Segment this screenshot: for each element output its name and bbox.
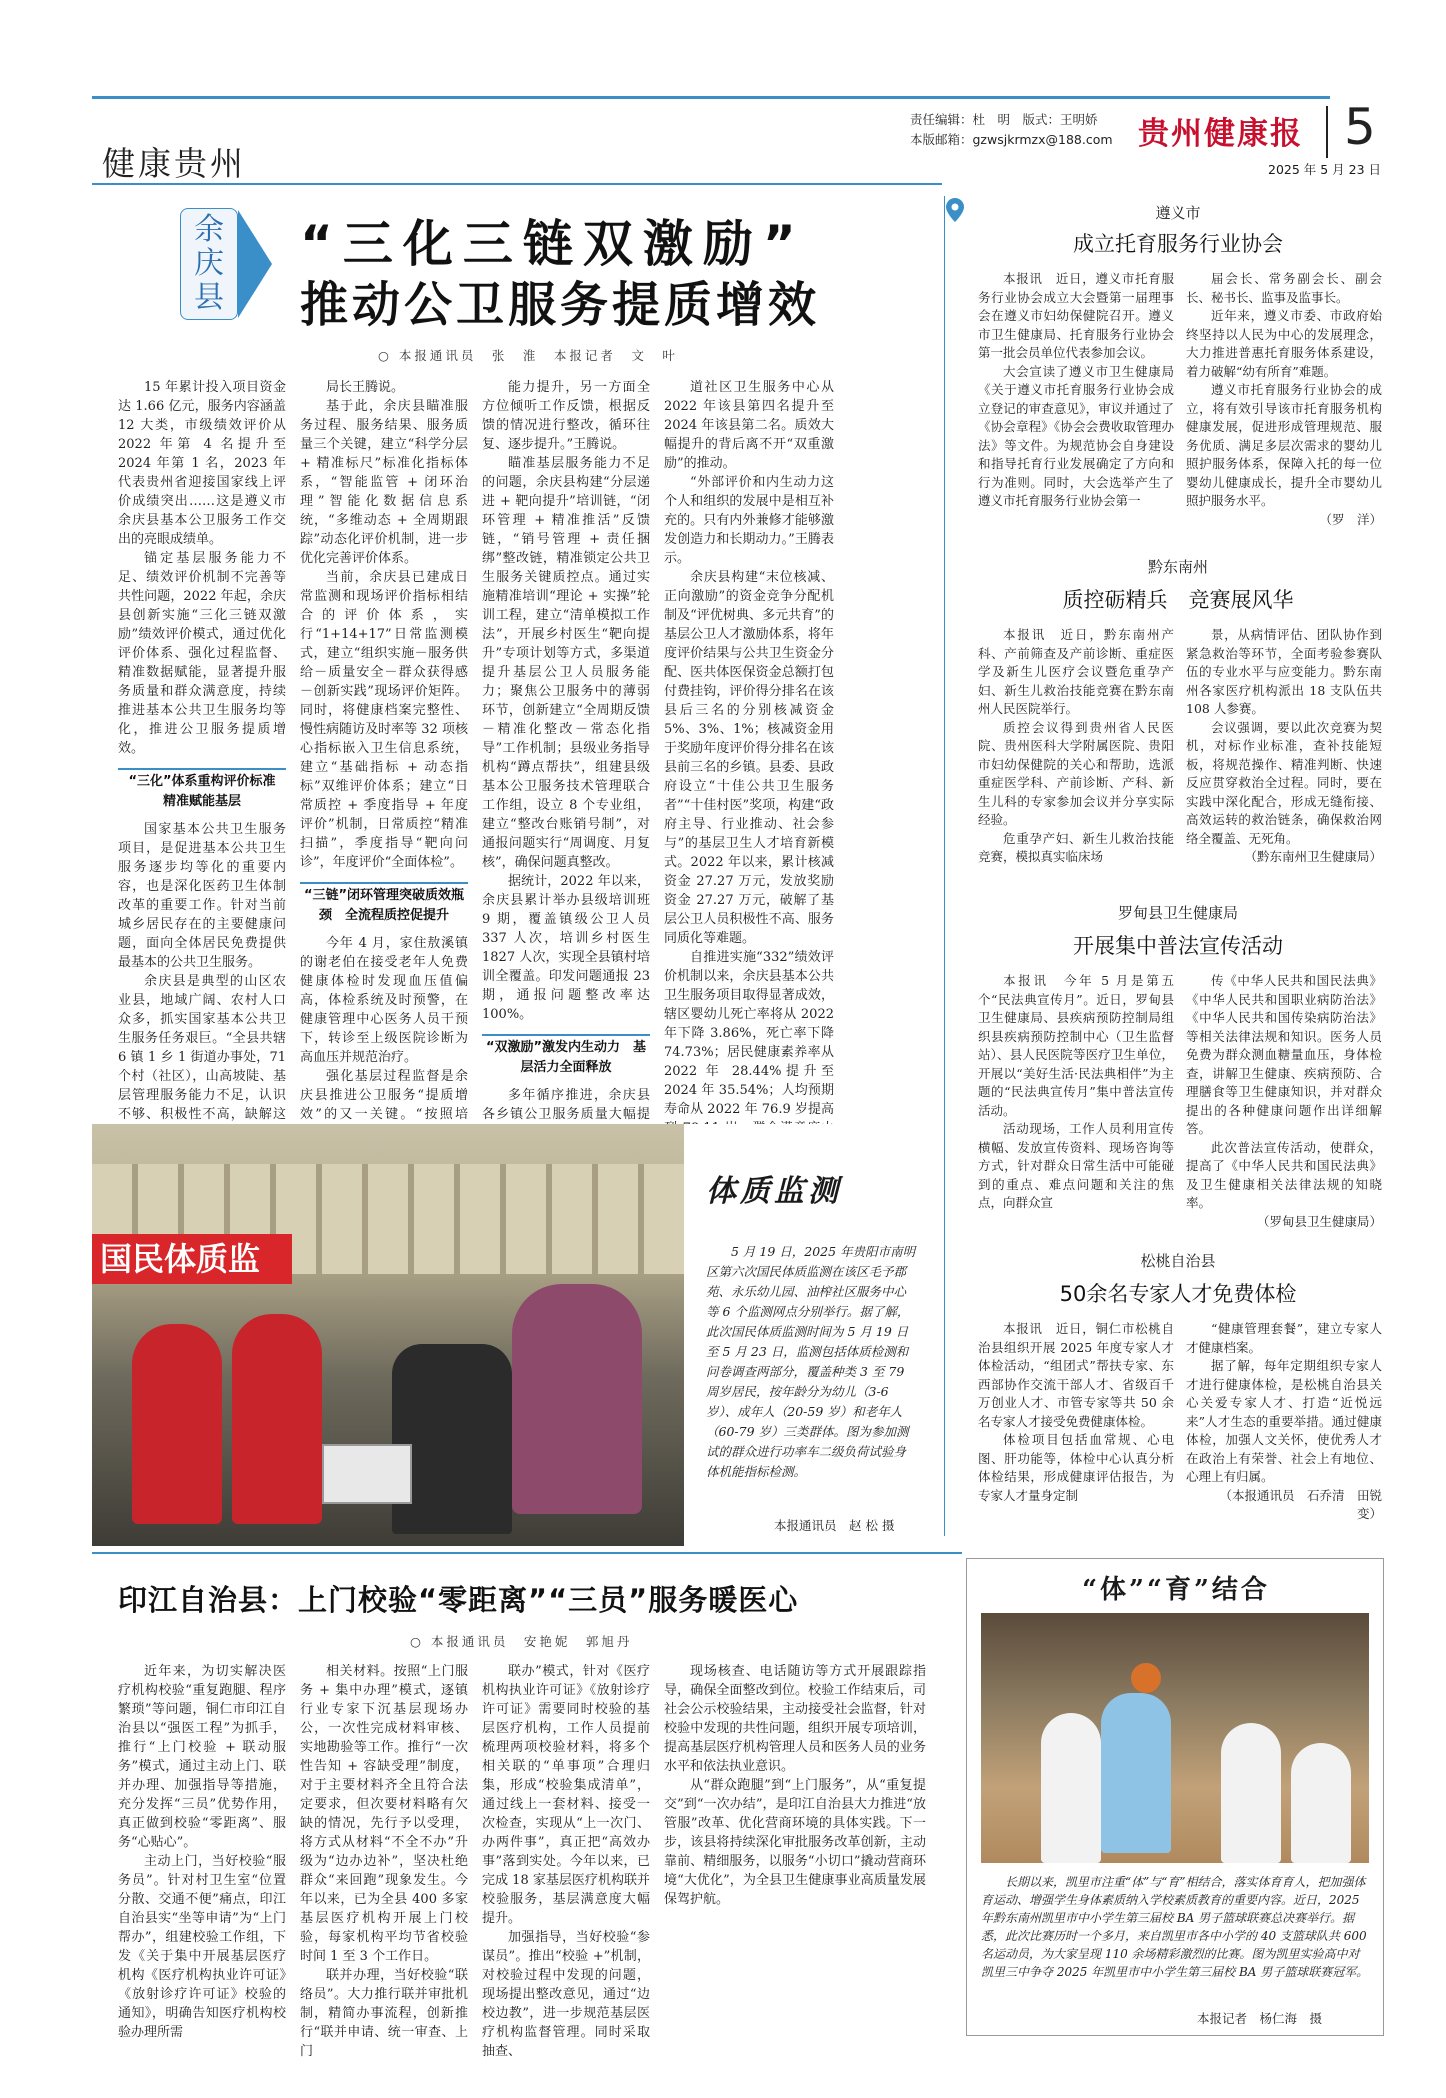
news3-col-b: [1186, 972, 1382, 1230]
paragraph: 加强指导，当好校验“参谋员”。推出“校验 +”机制，对校验过程中发现的问题，现场提出整改意见，通过“边校边教”，进一步规范基层医疗机构监督管理。同时采取抽查、: [482, 1930, 650, 2059]
subhead-3: “双激励”激发内生动力 基层活力全面释放: [482, 1034, 650, 1078]
news2-col-b: [1186, 626, 1382, 888]
paragraph: 从“群众跑腿”到“上门服务”，从“重复提交”到“一次办结”，是印江自治县大力推进“放管服”改革、优化营商环境的具体实践。下一步，该县将持续深化审批服务改革创新，主动靠前、精细服务，以服务“小切口”撬动营商环境“大优化”，为全县卫生健康事业高质量发展保驾护航。: [664, 1778, 926, 1907]
paragraph: 活动现场，工作人员利用宣传横幅、发放宣传资料、现场咨询等方式，针对群众日常生活中可能碰到的重点、难点问题和关注的焦点，向群众宣: [978, 1121, 1174, 1210]
lead-column-2: [300, 378, 468, 1122]
fitness-caption: 5 月 19 日，2025 年贵阳市南明区第六次国民体质监测在该区毛予郡苑、永乐幼儿园、油榨社区服务中心等 6 个监测网点分别举行。据了解，此次国民体质监测时间为 5 月 19 日至 5 月 23 日，监测包括体质检测和问卷调查两部分，覆盖种类 3 至 79 周岁居民，按年龄分为幼儿（3-6 岁）、成年人（20-59 岁）和老年人（60-79 岁）三类群体。图为参加测试的群众进行功率车二级负荷试验身体机能指标检测。: [706, 1244, 916, 1479]
paragraph: 近年来，为切实解决医疗机构校验“重复跑腿、程序繁琐”等问题，铜仁市印江自治县以“强医工程”为抓手，推行“上门校验 + 联动服务”模式，通过主动上门、联并办理、加强指导等措施，充分发挥“三员”优势作用，真正做到校验“零距离”、服务“心贴心”。: [118, 1664, 286, 1850]
paragraph: 会议强调，要以此次竞赛为契机，对标作业标准，查补技能短板，将规范操作、精准判断、快速反应贯穿救治全过程。同时，要在实践中深化配合，形成无缝衔接、高效运转的救治链条，确保救治网络全覆盖、无死角。: [1186, 719, 1382, 846]
paragraph: 本报讯 近日，遵义市托育服务行业协会成立大会暨第一届理事会在遵义市妇幼保健院召开。遵义市卫生健康局、托育服务行业协会第一批会员单位代表参加会议。: [978, 271, 1174, 360]
paragraph: “健康管理套餐”，建立专家人才健康档案。: [1186, 1321, 1382, 1355]
news1-col-a: [978, 270, 1174, 540]
paragraph: （黔东南州卫生健康局）: [1244, 849, 1382, 864]
section-separator: [92, 1552, 962, 1554]
news1-title: 成立托育服务行业协会: [1073, 232, 1283, 256]
editor-line: 责任编辑：杜 明 版式：王明娇: [910, 112, 1098, 127]
county-tag: [180, 208, 238, 320]
paragraph: “外部评价和内生动力这个人和组织的发展中是相互补充的。只有内外兼修才能够激发创造力和长期动力。”王腾表示。: [664, 475, 834, 566]
paragraph: 景，从病情评估、团队协作到紧急救治等环节，全面考验参赛队伍的专业水平与应变能力。黔东南州各家医疗机构派出 18 支队伍共 108 人参赛。: [1186, 627, 1382, 716]
paragraph: 本报讯 今年 5 月是第五个“民法典宣传月”。近日，罗甸县卫生健康局、县疾病预防控制局组织县疾病预防控制中心（卫生监督站）、县人民医院等医疗卫生单位，开展以“美好生活·民法典相伴”为主题的“民法典宣传月”集中普法宣传活动。: [978, 973, 1174, 1118]
participant-figure: [512, 1284, 642, 1514]
column-separator: [944, 196, 945, 1536]
news3-col-a: [978, 972, 1174, 1230]
paragraph: 当前，余庆县已建成日常监测和现场评价指标相结合的评价体系，实行“1+14+17”日常监测模式，建立“组织实施－服务供给－质量安全－群众获得感－创新实践”现场评价矩阵。同时，将健康档案完整性、慢性病随访及时率等 32 项核心指标嵌入卫生信息系统，建立“基础指标 + 动态指标”双维评价体系；建立“日常质控 + 季度指导 + 年度评价”机制，日常质控“精准扫描”，季度指导“靶向问诊”，年度评价“全面体检”。: [300, 570, 468, 870]
issue-date: 2025 年 5 月 23 日: [1268, 162, 1382, 177]
news2-col-a: [978, 626, 1174, 888]
paragraph: （本报通讯员 石乔清 田锐变）: [1219, 1487, 1382, 1521]
news2-title: 质控砺精兵 竞赛展风华: [1062, 588, 1294, 612]
paragraph: 国家基本公共卫生服务项目，是促进基本公共卫生服务逐步均等化的重要内容，也是深化医药卫生体制改革的重要工作。针对当前城乡居民存在的主要健康问题，面向全体居民免费提供最基本的公共卫生服务。: [118, 822, 286, 970]
subhead-1: “三化”体系重构评价标准 精准赋能基层: [118, 768, 286, 812]
paragraph: 今年 4 月，家住敖溪镇的谢老伯在接受老年人免费健康体检时发现血压值偏高，体检系统及时预警，在健康管理中心医务人员干预下，转诊至上级医院诊断为高血压并规范治疗。: [300, 936, 468, 1065]
fitness-caption-box: [684, 1124, 930, 1546]
lead-column-3: [482, 378, 650, 1122]
player-figure: [1101, 1693, 1171, 1853]
bottom-column-1: [118, 1662, 286, 2050]
paragraph: 多年循序推进，余庆县各乡镇公卫服务质量大幅提: [482, 1088, 650, 1122]
paragraph: 余庆县是典型的山区农业县，地域广阔、农村人口众多，抓实国家基本公共卫生服务任务艰巨。“全县共辖 6 镇 1 乡 1 街道办事处，71 个村（社区），山高坡陡、基层管理服务能力不足，认识不够、积极性不高，缺解这: [118, 974, 286, 1122]
paragraph: 遵义市托育服务行业协会的成立，将有效引导该市托育服务机构健康发展，促进形成管理规范、服务优质、满足多层次需求的婴幼儿照护服务体系，保障入托的每一位婴幼儿健康成长，提升全市婴幼儿照护服务水平。: [1186, 382, 1382, 508]
paragraph: 体检项目包括血常规、心电图、肝功能等，体检中心认真分析体检结果，形成健康评估报告，为专家人才量身定制: [978, 1432, 1174, 1503]
bottom-column-2: [300, 1662, 468, 2059]
paragraph: 本报讯 近日，黔东南州产科、产前筛查及产前诊断、重症医学及新生儿医疗会议暨危重孕产妇、新生儿救治技能竞赛在黔东南州人民医院举行。: [978, 627, 1174, 716]
paragraph: 传《中华人民共和国民法典》《中华人民共和国职业病防治法》《中华人民共和国传染病防治法》等相关法律法规和知识。医务人员免费为群众测血糖量血压，身体检查，讲解卫生健康、疾病预防、合理膳食等卫生健康知识，并对群众提出的各种健康问题作出详细解答。: [1186, 973, 1382, 1136]
header-divider: [1326, 106, 1328, 158]
paragraph: 联并办理，当好校验“联络员”。大力推行联并审批机制，精简办事流程，创新推行“联并申请、统一审查、上门: [300, 1968, 468, 2059]
player-figure: [1291, 1743, 1351, 1863]
paragraph: 相关材料。按照“上门服务 + 集中办理”模式，逐镇行业专家下沉基层现场办公，一次性完成材料审核、实地勘验等工作。推行“一次性告知 + 容缺受理”制度，对于主要材料齐全且符合法定要求，但次要材料略有欠缺的情况，先行予以受理，将方式从材料“不全不办”升级为“边办边补”，坚决杜绝群众“来回跑”现象发生。今年以来，已为全县 400 多家基层医疗机构开展上门校验，每家机构平均节省校验时间 1 至 3 个工作日。: [300, 1664, 468, 1964]
paragraph: 能力提升，另一方面全方位倾听工作反馈，根据反馈的情况进行整改，循环往复、逐步提升。”王腾说。: [482, 380, 650, 452]
tag-arrow: [238, 210, 272, 318]
paragraph: 据了解，每年定期组织专家人才进行健康体检，是松桃自治县关心关爱专家人才、打造“近悦远来”人才生态的重要举措。通过健康体检，加强人文关怀，使优秀人才在政治上有荣誉、社会上有地位、心理上有归属。: [1186, 1358, 1382, 1484]
paragraph: 此次普法宣传活动，使群众，提高了《中华人民共和国民法典》及卫生健康相关法律法规的知晓率。: [1186, 1139, 1382, 1210]
paragraph: 局长王腾说。: [326, 380, 405, 395]
monitor-device: [322, 1444, 412, 1504]
news3-location: 罗甸县卫生健康局: [1117, 904, 1238, 922]
subhead-2: “三链”闭环管理突破质效瓶颈 全流程质控促提升: [300, 882, 468, 926]
banner-text: 国民体质监: [92, 1234, 292, 1284]
fitness-credit: 本报通讯员 赵 松 摄: [774, 1518, 895, 1533]
page-number: 5: [1344, 98, 1376, 156]
paragraph: 道社区卫生服务中心从 2022 年该县第四名提升至 2024 年该县第二名。质效大幅提升的背后离不开“双重激励”的推动。: [664, 380, 834, 471]
player-figure: [1221, 1723, 1281, 1863]
paragraph: 质控会议得到贵州省人民医院、贵州医科大学附属医院、贵阳市妇幼保健院的关心和帮助，选派重症医学科、产前诊断、产科、新生儿科的专家参加会议并分享实际经验。: [978, 719, 1174, 827]
paragraph: 锚定基层服务能力不足、绩效评价机制不完善等共性问题，2022 年起，余庆县创新实施“三化三链双激励”绩效评价模式，通过优化评价体系、强化过程监督、精准数据赋能，显著提升服务质量和群众满意度，持续推进基本公共卫生服务均等化，推进公卫服务提质增效。: [118, 551, 286, 756]
bottom-byline: ○ 本报通讯员 安艳妮 郭旭丹: [410, 1634, 633, 1649]
paragraph: 强化基层过程监督是余庆县推进公卫服务“提质增效”的又一关键。“按照培: [300, 1069, 468, 1122]
exercise-bike: [392, 1344, 512, 1534]
brand-logo: 贵州健康报: [1138, 116, 1303, 152]
top-rule: [92, 96, 1330, 99]
paragraph: （罗甸县卫生健康局）: [1256, 1213, 1382, 1229]
paragraph: 大会宣读了遵义市卫生健康局《关于遵义市托育服务行业协会成立登记的审查意见》，审议并通过了《协会章程》《协会会费收取管理办法》等文件。为规范协会自身建设和指导托育行业发展确定了方向和行为准则。同时，大会选举产生了遵义市托育服务行业协会第一: [978, 363, 1174, 508]
bottom-column-3: [482, 1662, 650, 2059]
email-line: 本版邮箱：gzwsjkrmzx@188.com: [910, 132, 1113, 147]
paragraph: 自推进实施“332”绩效评价机制以来，余庆县基本公共卫生服务项目取得显著成效，辖区婴幼儿死亡率将从 2022 年下降 3.86%，死亡率下降 74.73%；居民健康素养率从 2022 年 28.44%提升至 2024 年 35.54%；人均预期寿命从 2022 年 76.9 岁提高: [664, 950, 834, 1117]
paragraph: 基于此，余庆县瞄准服务过程、服务结果、服务质量三个关键，建立“科学分层 + 精准标尺”标准化指标体系，“智能监管 + 闭环治理”智能化数据信息系统，“多维动态 + 全周期跟踪”动态化评价机制，进一步优化完善评价体系。: [300, 399, 468, 566]
paragraph: 现场核查、电话随访等方式开展跟踪指导，确保全面整改到位。校验工作结束后，司社会公示校验结果，主动接受社会监督，针对校验中发现的共性问题，组织开展专项培训，提高基层医疗机构管理人员和医务人员的业务水平和依法执业意识。: [664, 1664, 926, 1774]
paragraph: 危重孕产妇、新生儿救治技能竞赛，模拟真实临床场: [978, 830, 1174, 864]
bottom-title: 印江自治县：上门校验“零距离”“三员”服务暖医心: [118, 1583, 799, 1617]
lead-column-4: [664, 378, 834, 1117]
news4-col-a: [978, 1320, 1174, 1532]
lead-title-line1: “三化三链双激励”: [300, 215, 806, 273]
news1-col-b: [1186, 270, 1382, 540]
paragraph: 15 年累计投入项目资金达 1.66 亿元，服务内容涵盖 12 大类，市级绩效评价从 2022 年第 4 名提升至 2024 年第 1 名，2023 年代表贵州省迎接国家线上评价成绩突出……这是遵义市余庆县基本公卫服务工作交出的亮眼成绩单。: [118, 380, 286, 547]
county-tag-text: 余庆县: [194, 212, 224, 315]
player-figure: [1041, 1713, 1101, 1863]
news4-location: 松桃自治县: [1140, 1252, 1216, 1270]
paragraph: （罗 洋）: [1319, 511, 1382, 527]
paragraph: 据统计，2022 年以来，余庆县累计举办县级培训班 9 期，覆盖镇级公卫人员 337 人次，培训乡村医生 1827 人次，实现全县镇村培训全覆盖。印发问题通报 23 期，通报问题整改率达 100%。: [482, 874, 650, 1022]
volunteer-figure: [232, 1314, 322, 1524]
paragraph: 瞄准基层服务能力不足的问题，余庆县构建“分层递进 + 靶向提升”培训链，“闭环管理 + 精准推活”反馈链，“销号管理 + 责任捆绑”整改链，精准锁定公共卫生服务关键质控点。通过实施精准培训“理论 + 实操”轮训工程，建立“清单模拟工作法”，开展乡村医生“靶向提升”专项计划等方式，多渠道提升基层公卫人员服务能力；聚焦公卫服务中的薄弱环节，创新建立“全周期反馈－精准化整改－常态化指导”工作机制；县级业务指导机构“蹲点帮扶”，组建县级基本公卫服务技术管理联合工作组，设立 8 个专业组，建立“整改台账销号制”，对通报问题实行“周调度、月复核”，确保问题真整改。: [482, 456, 650, 870]
news2-location: 黔东南州: [1147, 558, 1208, 576]
news3-title: 开展集中普法宣传活动: [1073, 934, 1283, 958]
bottom-column-4: [664, 1662, 926, 2050]
basketball: [1131, 1663, 1161, 1693]
paragraph: 届会长、常务副会长、副会长、秘书长、监事及监事长。: [1186, 271, 1382, 305]
paragraph: 主动上门，当好校验“服务员”。针对村卫生室“位置分散、交通不便”痛点，印江自治县实“坐等申请”为“上门帮办”，组建校验工作组，下发《关于集中开展基层医疗机构《医疗机构执业许可证》《放射诊疗许可证》校验的通知》，明确告知医疗机构校验办理所需: [118, 1854, 286, 2040]
fitness-test-photo: [92, 1124, 684, 1546]
sports-box: [966, 1558, 1384, 2036]
sports-credit: 本报记者 杨仁海 摄: [1197, 2011, 1323, 2026]
news1-location: 遵义市: [1155, 204, 1201, 222]
paragraph: 联办”模式，针对《医疗机构执业许可证》《放射诊疗许可证》需要同时校验的基层医疗机构，工作人员提前梳理两项校验材料，将多个相关联的“单事项”合理归集，形成“校验集成清单”，通过线上一套材料、接受一次检查，实现从“上一次门、办两件事”，真正把“高效办事”落到实处。今年以来，已完成 18 家基层医疗机构联并校验服务，基层满意度大幅提升。: [482, 1664, 650, 1926]
lead-byline: ○ 本报通讯员 张 淮 本报记者 文 叶: [378, 348, 678, 363]
news4-title: 50余名专家人才免费体检: [1059, 1282, 1297, 1306]
paragraph: 本报讯 近日，铜仁市松桃自治县组织开展 2025 年度专家人才体检活动，“组团式”帮扶专家、东西部协作交流干部人才、省级百千万创业人才、市管专家等共 50 余名专家人才接受免费健康体检。: [978, 1321, 1174, 1429]
sports-caption: 长期以来，凯里市注重“体”与“育”相结合，落实体育育人，把加强体育运动、增强学生身体素质纳入学校素质教育的重要内容。近日，2025 年黔东南州凯里市中小学生第三届校 BA 男子篮球联赛总决赛举行。据悉，此次比赛历时一个多月，来自凯里市各中小学的 40 支篮球队共 600 名运动员，为大家呈现 110 余场精彩激烈的比赛。图为凯里实验高中对凯里三中争夺 2025 年凯里市中小学生第三届校 BA 男子篮球联赛冠军。: [981, 1875, 1369, 1979]
news4-col-b: [1186, 1320, 1382, 1532]
lead-title-line2: 推动公卫服务提质增效: [300, 277, 821, 333]
section-title: 健康贵州: [102, 144, 246, 183]
section-rule: [92, 183, 942, 185]
location-pin-icon: [946, 198, 964, 222]
sports-title: “体”“育”结合: [1082, 1575, 1270, 1605]
volunteer-figure: [132, 1324, 222, 1524]
paragraph: 近年来，遵义市委、市政府始终坚持以人民为中心的发展理念，大力推进普惠托育服务体系建设，着力破解“幼有所育”难题。: [1186, 308, 1382, 379]
basketball-photo: [981, 1613, 1369, 1863]
paragraph: 余庆县构建“末位核减、正向激励”的资金竞争分配机制及“评优树典、多元共育”的基层公卫人才激励体系，将年度评价结果与公共卫生资金分配、医共体医保资金总额打包付费挂钩，评价得分排名在该县后三名的分别核减资金 5%、3%、1%；核减资金用于奖励年度评价得分排名在该县前三名的乡镇。县委、县政府设立“十佳公共卫生服务者”“十佳村医”奖项，构建“政府主导、行业推动、社会参与”的基层卫生人才培育新模式。2022 年以来，累计核减资金 27.27 万元，发放奖励资金 27.27 万元，破解了基层公卫人员积极性不高、服务同质化等难题。: [664, 570, 834, 946]
lead-column-1: [118, 378, 289, 1122]
fitness-title: 体质监测: [706, 1174, 842, 1209]
